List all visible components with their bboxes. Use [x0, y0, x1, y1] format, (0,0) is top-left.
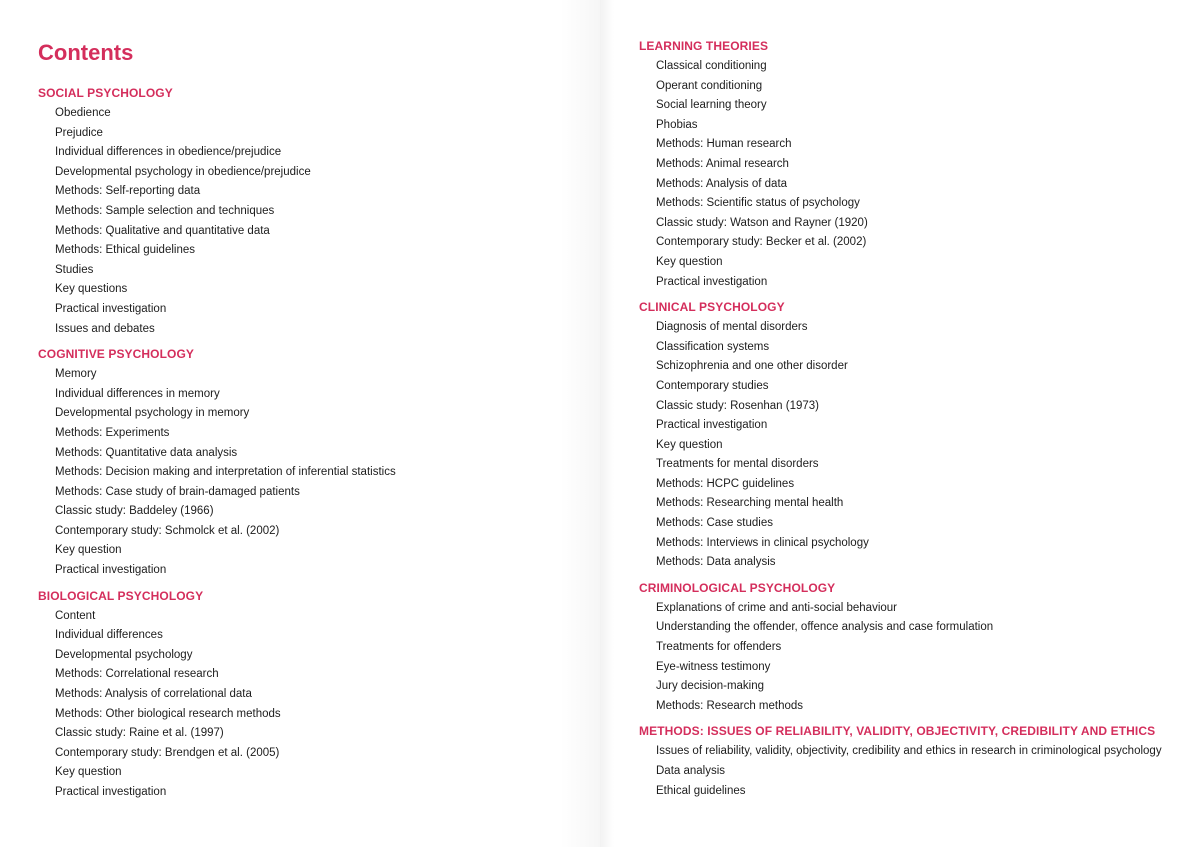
contents-entry: Methods: Researching mental health	[656, 497, 844, 510]
section-item-list	[38, 365, 600, 581]
contents-entry: Methods: Quantitative data analysis	[55, 446, 238, 459]
contents-entry: Phobias	[656, 118, 698, 131]
contents-entry: Classic study: Raine et al. (1997)	[55, 727, 224, 740]
section-heading: COGNITIVE PSYCHOLOGY	[38, 347, 195, 362]
section-clinical-psychology	[639, 298, 1200, 573]
contents-entry: Methods: Other biological research methods	[55, 707, 281, 720]
contents-entry: Developmental psychology in memory	[55, 407, 250, 420]
section-heading: METHODS: ISSUES OF RELIABILITY, VALIDITY, OBJECTIVITY, CREDIBILITY AND ETHICS	[639, 724, 1156, 739]
contents-entry: Individual differences in memory	[55, 387, 220, 400]
section-cognitive-psychology	[38, 345, 600, 581]
contents-entry: Methods: Scientific status of psychology	[656, 197, 860, 210]
section-heading: CLINICAL PSYCHOLOGY	[639, 300, 785, 315]
contents-entry: Methods: Data analysis	[656, 556, 776, 569]
contents-entry: Methods: Ethical guidelines	[55, 244, 195, 257]
contents-entry: Practical investigation	[656, 419, 768, 432]
contents-entry: Individual differences in obedience/prejudice	[55, 146, 282, 159]
contents-entry: Prejudice	[55, 126, 103, 139]
contents-entry: Practical investigation	[55, 786, 167, 798]
contents-entry: Contemporary study: Becker et al. (2002)	[656, 236, 867, 249]
section-social-psychology	[38, 84, 600, 339]
contents-entry: Practical investigation	[55, 564, 167, 577]
right-page	[600, 0, 1200, 847]
contents-entry: Schizophrenia and one other disorder	[656, 360, 848, 373]
contents-entry: Practical investigation	[55, 302, 167, 315]
section-heading: CRIMINOLOGICAL PSYCHOLOGY	[639, 580, 836, 595]
section-item-list	[639, 599, 1200, 717]
section-item-list	[639, 742, 1200, 801]
contents-entry: Methods: Experiments	[55, 426, 170, 439]
contents-entry: Methods: Case studies	[656, 517, 773, 530]
right-column	[639, 37, 1200, 801]
contents-entry: Issues of reliability, validity, objectivity, credibility and ethics in research in criminological psychology	[656, 745, 1162, 758]
left-column	[38, 84, 600, 803]
contents-entry: Contemporary study: Schmolck et al. (2002)	[55, 524, 280, 537]
contents-entry: Memory	[55, 368, 97, 381]
contents-entry: Treatments for mental disorders	[656, 458, 819, 471]
contents-entry: Methods: HCPC guidelines	[656, 477, 795, 490]
contents-entry: Classic study: Rosenhan (1973)	[656, 399, 819, 412]
section-heading: LEARNING THEORIES	[639, 39, 769, 53]
contents-title: Contents	[38, 40, 134, 65]
contents-entry: Methods: Research methods	[656, 699, 804, 712]
contents-entry: Studies	[55, 263, 94, 276]
contents-entry: Methods: Correlational research	[55, 668, 219, 681]
contents-entry: Ethical guidelines	[656, 784, 746, 797]
contents-entry: Classic study: Watson and Rayner (1920)	[656, 216, 868, 229]
contents-entry: Eye-witness testimony	[656, 660, 771, 673]
contents-entry: Methods: Analysis of correlational data	[55, 688, 252, 701]
contents-entry: Key question	[55, 766, 122, 779]
contents-entry: Data analysis	[656, 765, 726, 777]
contents-entry: Developmental psychology	[55, 648, 193, 661]
contents-entry: Key question	[55, 544, 122, 557]
contents-entry: Diagnosis of mental disorders	[656, 321, 808, 334]
contents-entry: Practical investigation	[656, 275, 768, 288]
contents-entry: Content	[55, 609, 96, 622]
contents-entry: Key questions	[55, 283, 128, 296]
page-gutter-shadow	[560, 0, 600, 847]
contents-entry: Methods: Qualitative and quantitative data	[55, 224, 270, 237]
contents-entry: Obedience	[55, 107, 111, 119]
contents-entry: Understanding the offender, offence analysis and case formulation	[656, 621, 994, 634]
contents-entry: Methods: Sample selection and techniques	[55, 204, 275, 217]
contents-entry: Methods: Analysis of data	[656, 177, 788, 190]
section-item-list	[639, 57, 1200, 292]
section-methods-issues-of-reliability-validity-o	[639, 722, 1200, 801]
contents-entry: Methods: Interviews in clinical psychology	[656, 536, 869, 549]
contents-entry: Developmental psychology in obedience/prejudice	[55, 165, 311, 178]
contents-entry: Issues and debates	[55, 322, 155, 335]
contents-entry: Contemporary studies	[656, 379, 769, 392]
contents-entry: Explanations of crime and anti-social behaviour	[656, 601, 897, 614]
section-item-list	[38, 104, 600, 339]
contents-entry: Methods: Case study of brain-damaged patients	[55, 485, 300, 498]
contents-entry: Individual differences	[55, 629, 163, 642]
section-biological-psychology	[38, 587, 600, 803]
contents-entry: Classic study: Baddeley (1966)	[55, 505, 214, 518]
section-heading: SOCIAL PSYCHOLOGY	[38, 86, 173, 100]
contents-entry: Jury decision-making	[656, 680, 765, 693]
contents-entry: Operant conditioning	[656, 79, 763, 92]
contents-entry: Key question	[656, 438, 723, 451]
contents-entry: Methods: Self-reporting data	[55, 185, 201, 198]
contents-entry: Methods: Animal research	[656, 157, 789, 170]
contents-entry: Methods: Decision making and interpretation of inferential statistics	[55, 466, 396, 479]
contents-entry: Classical conditioning	[656, 60, 767, 72]
page-gutter-shadow-right	[600, 0, 614, 847]
contents-entry: Key question	[656, 255, 723, 268]
section-item-list	[38, 607, 600, 803]
contents-entry: Treatments for offenders	[656, 641, 782, 654]
section-item-list	[639, 318, 1200, 573]
contents-entry: Methods: Human research	[656, 138, 792, 151]
section-heading: BIOLOGICAL PSYCHOLOGY	[38, 588, 204, 603]
section-criminological-psychology	[639, 579, 1200, 717]
section-learning-theories	[639, 37, 1200, 292]
contents-entry: Social learning theory	[656, 99, 767, 112]
contents-entry: Classification systems	[656, 340, 770, 353]
contents-entry: Contemporary study: Brendgen et al. (2005)	[55, 746, 280, 759]
